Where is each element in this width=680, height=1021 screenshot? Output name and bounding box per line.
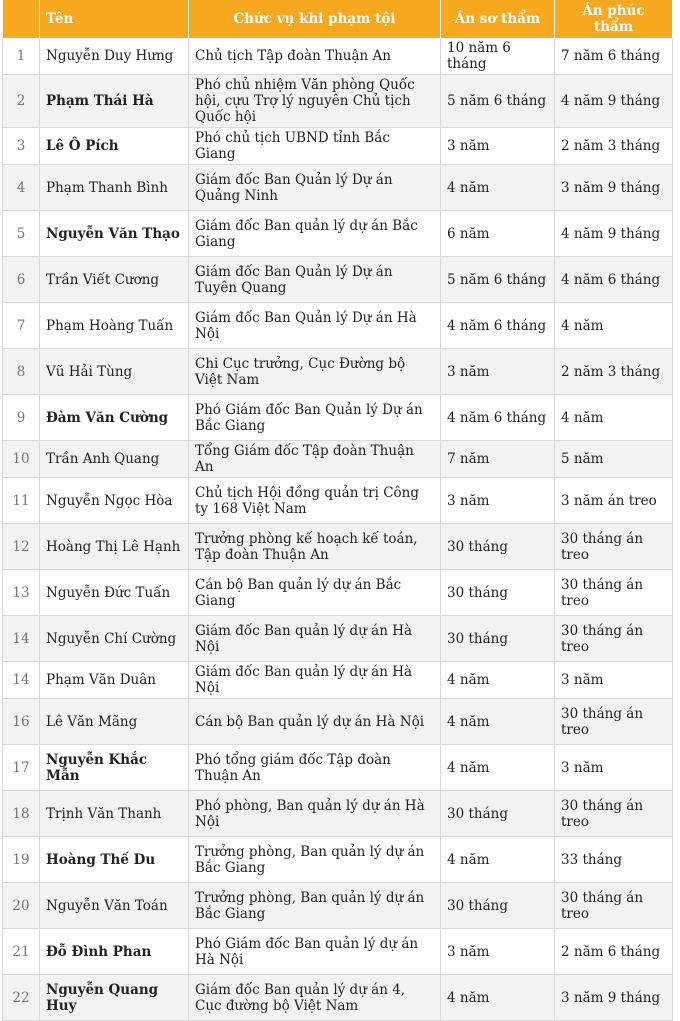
row-appeal-sentence: 30 tháng án treo — [555, 883, 673, 929]
row-position: Trưởng phòng, Ban quản lý dự án Bắc Giang — [189, 883, 441, 929]
row-first-instance-sentence: 6 năm — [441, 211, 555, 257]
row-number: 21 — [3, 929, 40, 975]
row-first-instance-sentence: 10 năm 6 tháng — [441, 38, 555, 75]
row-number: 4 — [3, 165, 40, 211]
row-position: Giám đốc Ban quản lý dự án Hà Nội — [189, 662, 441, 699]
row-first-instance-sentence: 3 năm — [441, 478, 555, 524]
row-appeal-sentence: 4 năm 9 tháng — [555, 75, 673, 128]
row-appeal-sentence: 3 năm 9 tháng — [555, 165, 673, 211]
row-first-instance-sentence: 3 năm — [441, 128, 555, 165]
row-number: 9 — [3, 395, 40, 441]
table-row — [3, 791, 673, 837]
table-row — [3, 929, 673, 975]
row-name: Phạm Hoàng Tuấn — [40, 303, 189, 349]
row-appeal-sentence: 3 năm — [555, 662, 673, 699]
row-first-instance-sentence: 4 năm — [441, 165, 555, 211]
row-position: Trưởng phòng, Ban quản lý dự án Bắc Giang — [189, 837, 441, 883]
row-name: Phạm Thái Hà — [40, 75, 189, 128]
row-first-instance-sentence: 7 năm — [441, 441, 555, 478]
table-row — [3, 165, 673, 211]
row-number: 14 — [3, 662, 40, 699]
row-position: Trưởng phòng kế hoạch kế toán, Tập đoàn Thuận An — [189, 524, 441, 570]
row-name: Phạm Văn Duân — [40, 662, 189, 699]
row-number: 12 — [3, 524, 40, 570]
row-number: 16 — [3, 699, 40, 745]
row-position: Phó Giám đốc Ban Quản lý Dự án Bắc Giang — [189, 395, 441, 441]
row-number: 22 — [3, 975, 40, 1021]
row-appeal-sentence: 4 năm — [555, 303, 673, 349]
row-position: Cán bộ Ban quản lý dự án Hà Nội — [189, 699, 441, 745]
row-name: Nguyễn Duy Hưng — [40, 38, 189, 75]
row-number: 3 — [3, 128, 40, 165]
row-position: Giám đốc Ban quản lý dự án Bắc Giang — [189, 211, 441, 257]
row-name: Nguyễn Khắc Mẫn — [40, 745, 189, 791]
table-row — [3, 616, 673, 662]
row-position: Giám đốc Ban Quản lý Dự án Quảng Ninh — [189, 165, 441, 211]
row-appeal-sentence: 4 năm 9 tháng — [555, 211, 673, 257]
row-number: 14 — [3, 616, 40, 662]
row-number: 17 — [3, 745, 40, 791]
row-number: 11 — [3, 478, 40, 524]
row-appeal-sentence: 2 năm 6 tháng — [555, 929, 673, 975]
row-number: 2 — [3, 75, 40, 128]
row-position: Giám đốc Ban quản lý dự án Hà Nội — [189, 616, 441, 662]
row-name: Nguyễn Văn Toán — [40, 883, 189, 929]
row-name: Đàm Văn Cường — [40, 395, 189, 441]
row-name: Trần Anh Quang — [40, 441, 189, 478]
row-number: 13 — [3, 570, 40, 616]
row-position: Giám đốc Ban quản lý dự án 4, Cục đường bộ Việt Nam — [189, 975, 441, 1021]
row-number: 20 — [3, 883, 40, 929]
row-first-instance-sentence: 4 năm — [441, 699, 555, 745]
row-name: Trần Viết Cương — [40, 257, 189, 303]
row-position: Chủ tịch Hội đồng quản trị Công ty 168 Việt Nam — [189, 478, 441, 524]
table-row — [3, 128, 673, 165]
row-first-instance-sentence: 4 năm — [441, 662, 555, 699]
row-number: 6 — [3, 257, 40, 303]
row-number: 18 — [3, 791, 40, 837]
row-first-instance-sentence: 4 năm 6 tháng — [441, 395, 555, 441]
row-name: Phạm Thanh Bình — [40, 165, 189, 211]
row-appeal-sentence: 2 năm 3 tháng — [555, 128, 673, 165]
row-number: 5 — [3, 211, 40, 257]
row-number: 1 — [3, 38, 40, 75]
table-row — [3, 303, 673, 349]
row-appeal-sentence: 2 năm 3 tháng — [555, 349, 673, 395]
table-row — [3, 524, 673, 570]
row-name: Hoàng Thế Du — [40, 837, 189, 883]
row-first-instance-sentence: 30 tháng — [441, 791, 555, 837]
table-row — [3, 395, 673, 441]
row-appeal-sentence: 3 năm 9 tháng — [555, 975, 673, 1021]
row-name: Nguyễn Đức Tuấn — [40, 570, 189, 616]
row-position: Phó chủ tịch UBND tỉnh Bắc Giang — [189, 128, 441, 165]
table-body — [3, 38, 673, 1021]
row-name: Đỗ Đình Phan — [40, 929, 189, 975]
row-position: Phó tổng giám đốc Tập đoàn Thuận An — [189, 745, 441, 791]
table-row — [3, 478, 673, 524]
table-row — [3, 211, 673, 257]
row-first-instance-sentence: 3 năm — [441, 349, 555, 395]
row-name: Vũ Hải Tùng — [40, 349, 189, 395]
row-name: Lê Văn Mãng — [40, 699, 189, 745]
row-name: Nguyễn Chí Cường — [40, 616, 189, 662]
table-row — [3, 837, 673, 883]
row-number: 10 — [3, 441, 40, 478]
header-first-instance: Án sơ thẩm — [441, 0, 555, 38]
row-appeal-sentence: 30 tháng án treo — [555, 791, 673, 837]
row-first-instance-sentence: 30 tháng — [441, 524, 555, 570]
row-first-instance-sentence: 30 tháng — [441, 883, 555, 929]
table-row — [3, 441, 673, 478]
row-position: Chi Cục trưởng, Cục Đường bộ Việt Nam — [189, 349, 441, 395]
table-row — [3, 257, 673, 303]
row-number: 7 — [3, 303, 40, 349]
row-name: Hoàng Thị Lê Hạnh — [40, 524, 189, 570]
row-first-instance-sentence: 4 năm — [441, 975, 555, 1021]
row-number: 8 — [3, 349, 40, 395]
row-appeal-sentence: 3 năm án treo — [555, 478, 673, 524]
table-row — [3, 883, 673, 929]
row-name: Nguyễn Văn Thạo — [40, 211, 189, 257]
row-appeal-sentence: 4 năm 6 tháng — [555, 257, 673, 303]
row-appeal-sentence: 3 năm — [555, 745, 673, 791]
header-appeal: Án phúc thẩm — [555, 0, 673, 38]
row-appeal-sentence: 7 năm 6 tháng — [555, 38, 673, 75]
row-first-instance-sentence: 5 năm 6 tháng — [441, 257, 555, 303]
row-appeal-sentence: 30 tháng án treo — [555, 699, 673, 745]
row-appeal-sentence: 30 tháng án treo — [555, 524, 673, 570]
row-position: Chủ tịch Tập đoàn Thuận An — [189, 38, 441, 75]
table-row — [3, 570, 673, 616]
row-position: Cán bộ Ban quản lý dự án Bắc Giang — [189, 570, 441, 616]
table-row — [3, 662, 673, 699]
row-first-instance-sentence: 30 tháng — [441, 570, 555, 616]
row-appeal-sentence: 30 tháng án treo — [555, 570, 673, 616]
table-row — [3, 745, 673, 791]
row-appeal-sentence: 4 năm — [555, 395, 673, 441]
table-header-row — [3, 0, 673, 38]
row-first-instance-sentence: 5 năm 6 tháng — [441, 75, 555, 128]
row-position: Phó chủ nhiệm Văn phòng Quốc hội, cựu Trợ lý nguyên Chủ tịch Quốc hội — [189, 75, 441, 128]
row-appeal-sentence: 5 năm — [555, 441, 673, 478]
row-name: Lê Ô Pích — [40, 128, 189, 165]
sentencing-table — [2, 0, 673, 1021]
table-row — [3, 75, 673, 128]
row-name: Nguyễn Quang Huy — [40, 975, 189, 1021]
row-number: 19 — [3, 837, 40, 883]
table-row — [3, 38, 673, 75]
header-number — [3, 0, 40, 38]
table-row — [3, 975, 673, 1021]
row-first-instance-sentence: 4 năm 6 tháng — [441, 303, 555, 349]
row-first-instance-sentence: 30 tháng — [441, 616, 555, 662]
row-position: Tổng Giám đốc Tập đoàn Thuận An — [189, 441, 441, 478]
header-name: Tên — [40, 0, 189, 38]
header-position: Chức vụ khi phạm tội — [189, 0, 441, 38]
row-name: Trịnh Văn Thanh — [40, 791, 189, 837]
row-position: Phó phòng, Ban quản lý dự án Hà Nội — [189, 791, 441, 837]
row-position: Phó Giám đốc Ban quản lý dự án Hà Nội — [189, 929, 441, 975]
row-first-instance-sentence: 4 năm — [441, 837, 555, 883]
table-row — [3, 699, 673, 745]
row-appeal-sentence: 33 tháng — [555, 837, 673, 883]
row-position: Giám đốc Ban Quản lý Dự án Tuyên Quang — [189, 257, 441, 303]
row-first-instance-sentence: 3 năm — [441, 929, 555, 975]
row-position: Giám đốc Ban Quản lý Dự án Hà Nội — [189, 303, 441, 349]
row-name: Nguyễn Ngọc Hòa — [40, 478, 189, 524]
row-appeal-sentence: 30 tháng án treo — [555, 616, 673, 662]
table-row — [3, 349, 673, 395]
row-first-instance-sentence: 4 năm — [441, 745, 555, 791]
